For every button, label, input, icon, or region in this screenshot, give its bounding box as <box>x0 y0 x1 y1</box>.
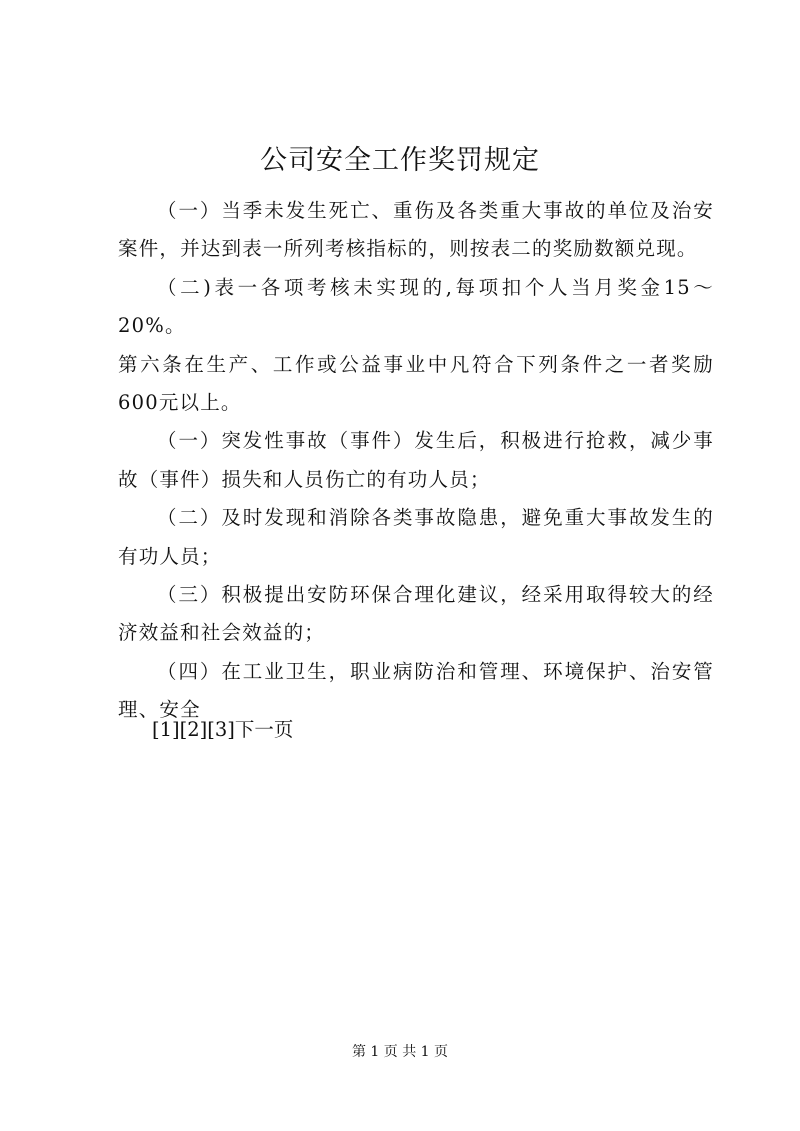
paragraph-1: （一）当季未发生死亡、重伤及各类重大事故的单位及治安案件，并达到表一所列考核指标的，则按表二的奖励数额兑现。 <box>118 199 714 261</box>
pagination <box>152 711 293 749</box>
page-link-2[interactable]: [2] <box>179 718 208 741</box>
document-body <box>118 192 714 730</box>
next-page-link[interactable]: 下一页 <box>234 718 294 741</box>
document-title: 公司安全工作奖罚规定 <box>260 145 540 176</box>
paragraph-2: （二)表一各项考核未实现的,每项扣个人当月奖金15～20%。 <box>118 275 714 338</box>
paragraph-6: （三）积极提出安防环保合理化建议，经采用取得较大的经济效益和社会效益的； <box>118 583 714 645</box>
page-link-1[interactable]: [1] <box>152 718 180 741</box>
paragraph-7: （四）在工业卫生，职业病防治和管理、环境保护、治安管理、安全 <box>118 659 714 722</box>
paragraph-5: （二）及时发现和消除各类事故隐患，避免重大事故发生的有功人员； <box>118 506 714 568</box>
page-link-3[interactable]: [3] <box>207 718 235 741</box>
paragraph-3: 第六条在生产、工作或公益事业中凡符合下列条件之一者奖励600元以上。 <box>118 352 714 415</box>
page-footer: 第 1 页 共 1 页 <box>351 1044 449 1060</box>
paragraph-4: （一）突发性事故（事件）发生后，积极进行抢救，减少事故（事件）损失和人员伤亡的有功人员； <box>118 429 714 491</box>
